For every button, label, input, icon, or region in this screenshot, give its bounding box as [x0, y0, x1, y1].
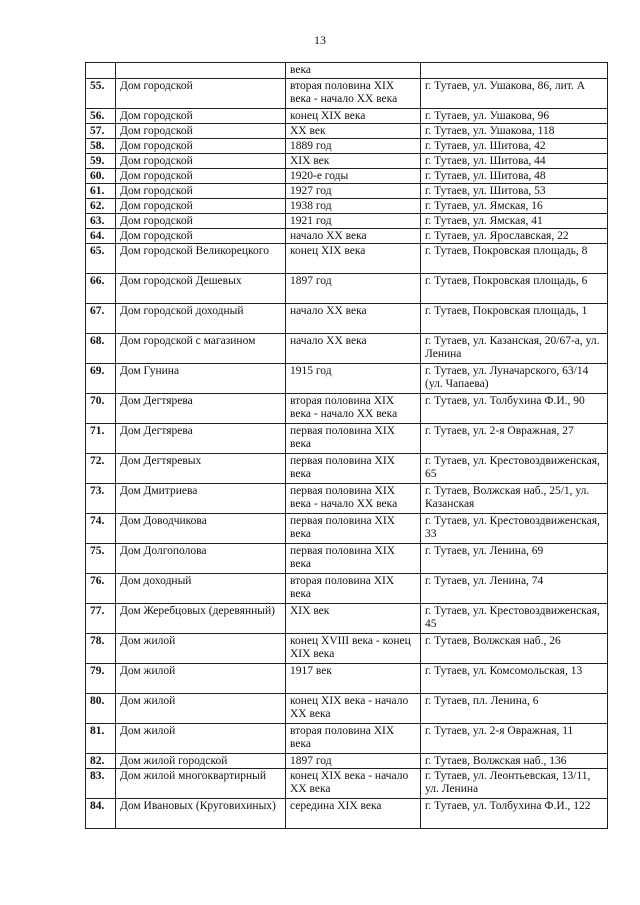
- cell-num: [86, 63, 116, 79]
- cell-name: Дом жилой городской: [116, 754, 286, 769]
- table-row: [86, 274, 608, 304]
- cell-num: 79.: [86, 664, 116, 694]
- table-row: [86, 334, 608, 364]
- cell-date: 1938 год: [286, 199, 421, 214]
- cell-num: 56.: [86, 109, 116, 124]
- cell-address: г. Тутаев, ул. Ушакова, 96: [421, 109, 608, 124]
- cell-num: 83.: [86, 769, 116, 799]
- cell-date: века: [286, 63, 421, 79]
- cell-num: 69.: [86, 364, 116, 394]
- cell-name: Дом жилой: [116, 634, 286, 664]
- cell-address: г. Тутаев, Покровская площадь, 6: [421, 274, 608, 304]
- table-row: [86, 184, 608, 199]
- cell-name: Дом городской: [116, 79, 286, 109]
- table-row: [86, 244, 608, 274]
- cell-name: Дом городской с магазином: [116, 334, 286, 364]
- cell-name: Дом Дегтяревых: [116, 454, 286, 484]
- cell-name: Дом городской: [116, 229, 286, 244]
- cell-address: г. Тутаев, Покровская площадь, 1: [421, 304, 608, 334]
- cell-address: г. Тутаев, ул. 2-я Овражная, 27: [421, 424, 608, 454]
- cell-address: г. Тутаев, Волжская наб., 26: [421, 634, 608, 664]
- cell-date: первая половина XIX века: [286, 544, 421, 574]
- cell-address: [421, 63, 608, 79]
- cell-num: 57.: [86, 124, 116, 139]
- cell-name: Дом городской: [116, 214, 286, 229]
- table-row: [86, 664, 608, 694]
- cell-name: Дом Ивановых (Круговихиных): [116, 799, 286, 829]
- table-row: [86, 229, 608, 244]
- cell-address: г. Тутаев, ул. Толбухина Ф.И., 122: [421, 799, 608, 829]
- cell-num: 62.: [86, 199, 116, 214]
- cell-num: 63.: [86, 214, 116, 229]
- cell-name: Дом жилой: [116, 664, 286, 694]
- table-row: [86, 154, 608, 169]
- cell-date: XIX век: [286, 604, 421, 634]
- cell-name: Дом городской: [116, 199, 286, 214]
- cell-address: г. Тутаев, ул. 2-я Овражная, 11: [421, 724, 608, 754]
- cell-date: вторая половина XIX века: [286, 724, 421, 754]
- cell-name: Дом городской: [116, 184, 286, 199]
- cell-num: 77.: [86, 604, 116, 634]
- cell-num: 66.: [86, 274, 116, 304]
- table-row: [86, 139, 608, 154]
- cell-address: г. Тутаев, ул. Шитова, 53: [421, 184, 608, 199]
- cell-num: 74.: [86, 514, 116, 544]
- cell-name: Дом городской: [116, 154, 286, 169]
- cell-num: 55.: [86, 79, 116, 109]
- cell-address: г. Тутаев, ул. Шитова, 44: [421, 154, 608, 169]
- cell-date: начало XX века: [286, 229, 421, 244]
- cell-name: Дом жилой: [116, 694, 286, 724]
- cell-date: конец XIX века - начало XX века: [286, 769, 421, 799]
- table-row: [86, 484, 608, 514]
- table-row: [86, 169, 608, 184]
- cell-date: 1897 год: [286, 754, 421, 769]
- cell-num: 75.: [86, 544, 116, 574]
- table-row: [86, 424, 608, 454]
- cell-num: 67.: [86, 304, 116, 334]
- cell-date: начало XX века: [286, 334, 421, 364]
- table-row: [86, 199, 608, 214]
- cell-num: 73.: [86, 484, 116, 514]
- cell-address: г. Тутаев, ул. Ямская, 41: [421, 214, 608, 229]
- cell-date: 1889 год: [286, 139, 421, 154]
- cell-date: первая половина XIX века: [286, 514, 421, 544]
- cell-name: Дом Доводчикова: [116, 514, 286, 544]
- cell-date: 1921 год: [286, 214, 421, 229]
- cell-num: 80.: [86, 694, 116, 724]
- cell-address: г. Тутаев, ул. Ленина, 69: [421, 544, 608, 574]
- table-row: [86, 724, 608, 754]
- table-row: [86, 634, 608, 664]
- table-row: [86, 769, 608, 799]
- cell-num: 70.: [86, 394, 116, 424]
- cell-address: г. Тутаев, ул. Шитова, 42: [421, 139, 608, 154]
- cell-num: 84.: [86, 799, 116, 829]
- cell-address: г. Тутаев, ул. Леонтьевская, 13/11, ул. Ленина: [421, 769, 608, 799]
- cell-date: 1920-е годы: [286, 169, 421, 184]
- cell-date: вторая половина XIX века - начало XX века: [286, 79, 421, 109]
- cell-name: Дом Дегтярева: [116, 424, 286, 454]
- cell-address: г. Тутаев, ул. Ленина, 74: [421, 574, 608, 604]
- cell-date: конец XIX века: [286, 109, 421, 124]
- cell-address: г. Тутаев, ул. Ушакова, 86, лит. А: [421, 79, 608, 109]
- table-row: [86, 79, 608, 109]
- cell-date: XX век: [286, 124, 421, 139]
- table-row: [86, 754, 608, 769]
- cell-num: 65.: [86, 244, 116, 274]
- table-row: [86, 544, 608, 574]
- cell-name: Дом Жеребцовых (деревянный): [116, 604, 286, 634]
- table-row: [86, 454, 608, 484]
- cell-address: г. Тутаев, ул. Ушакова, 118: [421, 124, 608, 139]
- cell-address: г. Тутаев, ул. Шитова, 48: [421, 169, 608, 184]
- cell-name: Дом жилой многоквартирный: [116, 769, 286, 799]
- cell-name: Дом городской Великорецкого: [116, 244, 286, 274]
- cell-num: 72.: [86, 454, 116, 484]
- cell-address: г. Тутаев, ул. Крестовоздвиженская, 65: [421, 454, 608, 484]
- cell-num: 71.: [86, 424, 116, 454]
- cell-date: вторая половина XIX века: [286, 574, 421, 604]
- cell-address: г. Тутаев, Покровская площадь, 8: [421, 244, 608, 274]
- cell-address: г. Тутаев, ул. Крестовоздвиженская, 45: [421, 604, 608, 634]
- cell-date: начало XX века: [286, 304, 421, 334]
- table-row: [86, 514, 608, 544]
- cell-num: 61.: [86, 184, 116, 199]
- table-row: [86, 799, 608, 829]
- cell-num: 58.: [86, 139, 116, 154]
- cell-date: XIX век: [286, 154, 421, 169]
- heritage-table: [85, 62, 608, 829]
- cell-num: 60.: [86, 169, 116, 184]
- cell-name: Дом городской: [116, 109, 286, 124]
- table-row: [86, 109, 608, 124]
- cell-address: г. Тутаев, ул. Казанская, 20/67-а, ул. Ленина: [421, 334, 608, 364]
- cell-name: Дом городской: [116, 169, 286, 184]
- cell-date: вторая половина XIX века - начало XX века: [286, 394, 421, 424]
- cell-date: середина XIX века: [286, 799, 421, 829]
- table-body: [86, 63, 608, 829]
- cell-name: Дом жилой: [116, 724, 286, 754]
- cell-num: 76.: [86, 574, 116, 604]
- table-row: [86, 214, 608, 229]
- cell-address: г. Тутаев, ул. Толбухина Ф.И., 90: [421, 394, 608, 424]
- cell-date: конец XIX века - начало XX века: [286, 694, 421, 724]
- cell-num: 82.: [86, 754, 116, 769]
- cell-name: Дом городской: [116, 124, 286, 139]
- cell-name: Дом Дмитриева: [116, 484, 286, 514]
- cell-num: 81.: [86, 724, 116, 754]
- cell-address: г. Тутаев, Волжская наб., 136: [421, 754, 608, 769]
- cell-date: конец XIX века: [286, 244, 421, 274]
- table-row-continuation: [86, 63, 608, 79]
- cell-date: 1915 год: [286, 364, 421, 394]
- cell-address: г. Тутаев, ул. Комсомольская, 13: [421, 664, 608, 694]
- cell-date: 1917 век: [286, 664, 421, 694]
- cell-name: Дом Дегтярева: [116, 394, 286, 424]
- cell-num: 68.: [86, 334, 116, 364]
- cell-date: первая половина XIX века: [286, 454, 421, 484]
- cell-num: 59.: [86, 154, 116, 169]
- cell-date: 1927 год: [286, 184, 421, 199]
- cell-date: 1897 год: [286, 274, 421, 304]
- cell-date: первая половина XIX века: [286, 424, 421, 454]
- cell-address: г. Тутаев, ул. Ямская, 16: [421, 199, 608, 214]
- cell-name: Дом доходный: [116, 574, 286, 604]
- cell-num: 64.: [86, 229, 116, 244]
- cell-name: [116, 63, 286, 79]
- cell-name: Дом городской: [116, 139, 286, 154]
- table-row: [86, 304, 608, 334]
- cell-num: 78.: [86, 634, 116, 664]
- cell-address: г. Тутаев, ул. Ярославская, 22: [421, 229, 608, 244]
- page-number: 13: [314, 33, 326, 47]
- cell-name: Дом городской доходный: [116, 304, 286, 334]
- table-row: [86, 394, 608, 424]
- cell-name: Дом Долгополова: [116, 544, 286, 574]
- cell-date: первая половина XIX века - начало XX века: [286, 484, 421, 514]
- cell-address: г. Тутаев, пл. Ленина, 6: [421, 694, 608, 724]
- cell-name: Дом городской Дешевых: [116, 274, 286, 304]
- table-row: [86, 604, 608, 634]
- cell-address: г. Тутаев, ул. Луначарского, 63/14 (ул. Чапаева): [421, 364, 608, 394]
- cell-address: г. Тутаев, ул. Крестовоздвиженская, 33: [421, 514, 608, 544]
- table-row: [86, 124, 608, 139]
- cell-address: г. Тутаев, Волжская наб., 25/1, ул. Казанская: [421, 484, 608, 514]
- table-row: [86, 364, 608, 394]
- table-row: [86, 574, 608, 604]
- table-row: [86, 694, 608, 724]
- cell-date: конец XVIII века - конец XIX века: [286, 634, 421, 664]
- cell-name: Дом Гунина: [116, 364, 286, 394]
